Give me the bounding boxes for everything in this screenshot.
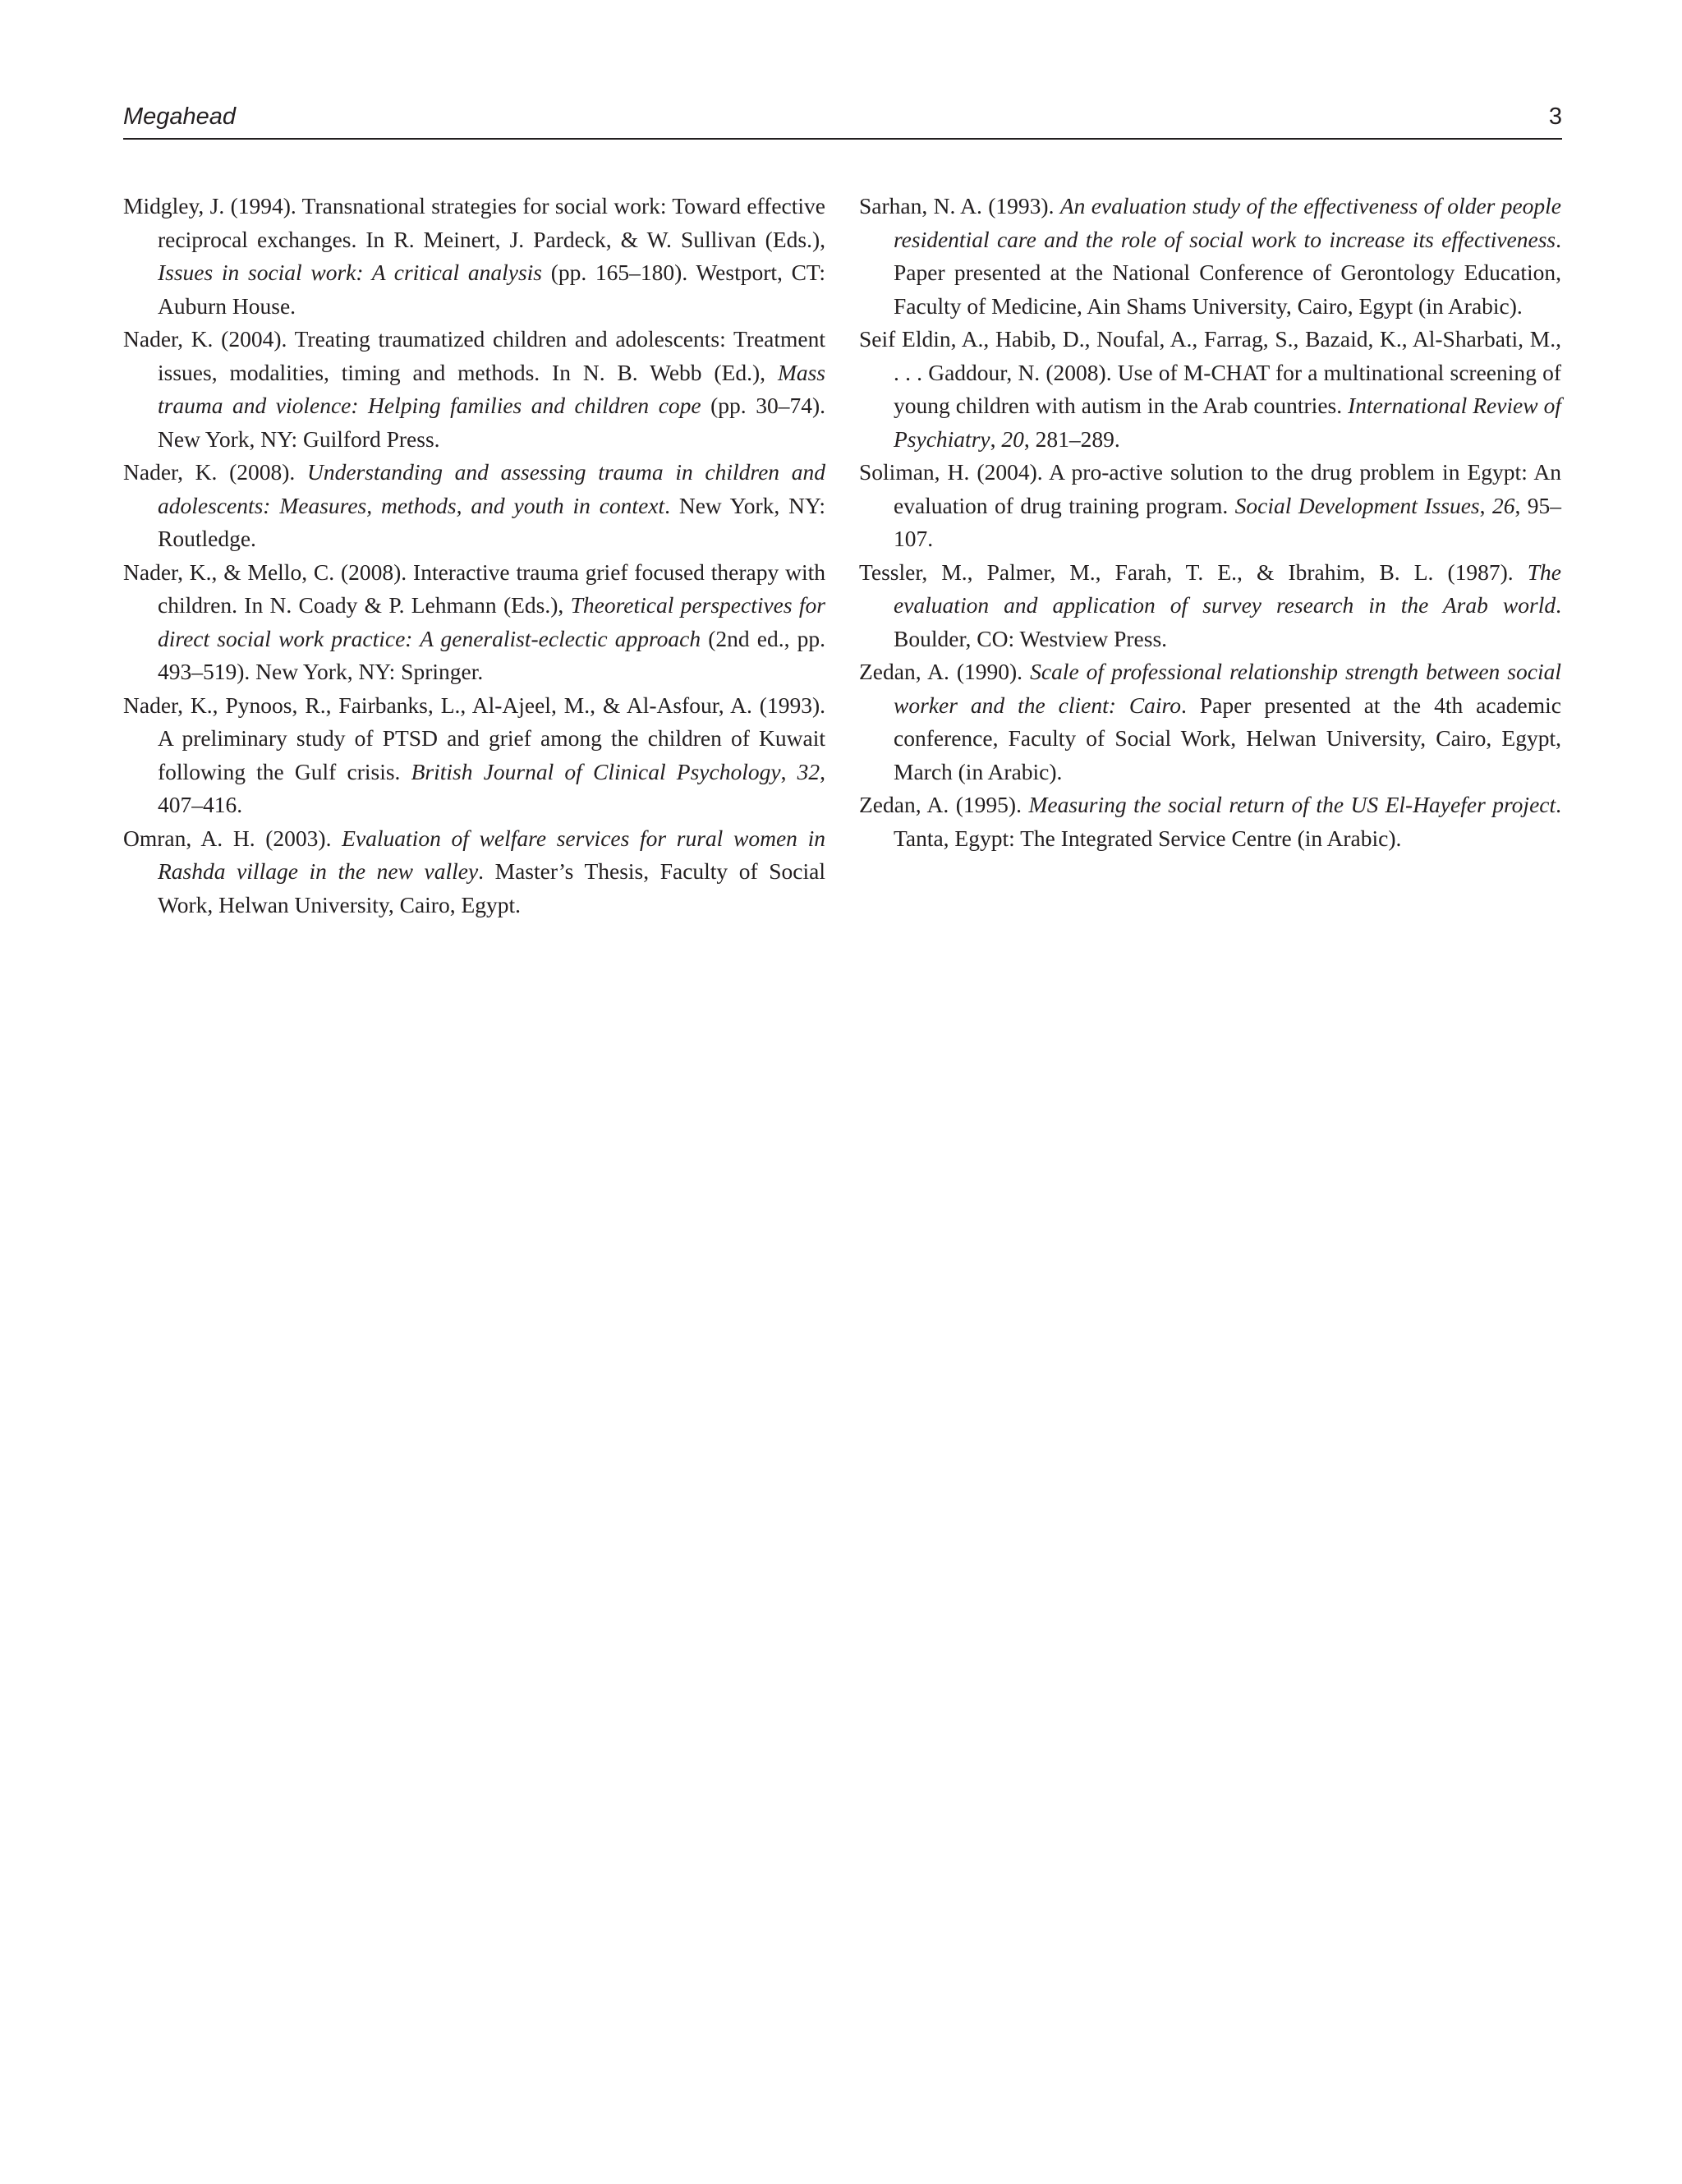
reference-text: Nader, K. (2008). xyxy=(123,459,307,485)
reference-title: An evaluation study of the effectiveness of older people residential care and the role of social work to increase its effectiveness xyxy=(894,193,1562,252)
reference-entry xyxy=(123,190,825,323)
reference-title: Mass trauma and violence: Helping families and children cope xyxy=(158,359,825,418)
reference-text: , xyxy=(780,758,797,784)
reference-text: , xyxy=(1479,492,1492,518)
reference-text: . Tanta, Egypt: The Integrated Service Centre (in Arabic). xyxy=(894,792,1561,851)
reference-text: Nader, K., Pynoos, R., Fairbanks, L., Al-Ajeel, M., & Al-Asfour, A. (1993). A preliminary study of PTSD and grief among the children of Kuwait following the Gulf crisis. xyxy=(123,692,825,784)
reference-text: Midgley, J. (1994). Transnational strategies for social work: Toward effective reciprocal exchanges. In R. Meinert, J. Pardeck, & W. Sullivan (Eds.), xyxy=(123,193,825,252)
reference-title: British Journal of Clinical Psychology xyxy=(411,758,781,784)
reference-title: Social Development Issues xyxy=(1234,492,1480,518)
reference-entry xyxy=(859,655,1561,789)
reference-text: . New York, NY: Routledge. xyxy=(158,492,825,551)
reference-text: . Master’s Thesis, Faculty of Social Work, Helwan University, Cairo, Egypt. xyxy=(158,858,825,917)
reference-text: Soliman, H. (2004). A pro-active solution to the drug problem in Egypt: An evaluation of drug training program. xyxy=(859,459,1561,518)
reference-entry xyxy=(123,822,825,922)
reference-entry xyxy=(859,190,1561,323)
reference-text: , 95–107. xyxy=(894,492,1562,551)
reference-text: Tessler, M., Palmer, M., Farah, T. E., & Ibrahim, B. L. (1987). xyxy=(859,559,1528,585)
reference-text: (pp. 165–180). Westport, CT: Auburn House. xyxy=(158,260,825,319)
references-right-column xyxy=(859,190,1561,855)
reference-entry xyxy=(859,323,1561,456)
reference-entry xyxy=(123,323,825,456)
reference-text: Nader, K. (2004). Treating traumatized children and adolescents: Treatment issues, modalities, timing and methods. In N. B. Webb (Ed.), xyxy=(123,326,825,385)
reference-entry xyxy=(123,556,825,689)
page-number: 3 xyxy=(1548,103,1562,130)
references-left-column xyxy=(123,190,825,922)
reference-entry xyxy=(859,789,1561,855)
reference-text: . Paper presented at the National Conference of Gerontology Education, Faculty of Medicine, Ain Shams University, Cairo, Egypt (in Arabic). xyxy=(894,226,1561,319)
reference-text: . Boulder, CO: Westview Press. xyxy=(894,592,1561,651)
page-header xyxy=(123,99,1562,140)
running-head: Megahead xyxy=(123,103,237,130)
reference-text: (2nd ed., pp. 493–519). New York, NY: Springer. xyxy=(158,625,825,684)
reference-text: (pp. 30–74). New York, NY: Guilford Press. xyxy=(158,393,825,452)
reference-entry xyxy=(123,689,825,822)
reference-text: , 281–289. xyxy=(1023,425,1120,452)
reference-text: Zedan, A. (1990). xyxy=(859,659,1031,684)
reference-title: Scale of professional relationship strength between social worker and the client: Cairo xyxy=(894,659,1561,718)
reference-text: Nader, K., & Mello, C. (2008). Interactive trauma grief focused therapy with children. In N. Coady & P. Lehmann (Eds.), xyxy=(123,559,825,618)
reference-text: , xyxy=(990,425,1002,452)
reference-title: The evaluation and application of survey research in the Arab world xyxy=(894,559,1561,618)
reference-text: Zedan, A. (1995). xyxy=(859,792,1029,817)
reference-text: Sarhan, N. A. (1993). xyxy=(859,193,1060,218)
reference-title: International Review of Psychiatry xyxy=(894,393,1561,452)
reference-text: . Paper presented at the 4th academic conference, Faculty of Social Work, Helwan University, Cairo, Egypt, March (in Arabic). xyxy=(894,692,1561,784)
reference-title: Understanding and assessing trauma in children and adolescents: Measures, methods, and youth in context xyxy=(158,459,825,518)
reference-title: 20 xyxy=(1001,425,1024,452)
reference-title: Measuring the social return of the US El-Hayefer project xyxy=(1028,792,1556,817)
reference-title: 26 xyxy=(1491,492,1515,518)
reference-entry xyxy=(123,456,825,556)
reference-text: , 407–416. xyxy=(158,758,825,817)
reference-text: Seif Eldin, A., Habib, D., Noufal, A., Farrag, S., Bazaid, K., Al-Sharbati, M., . . . Gaddour, N. (2008). Use of M-CHAT for a multinational screening of young children with autism in the Arab countries. xyxy=(859,326,1561,418)
reference-entry xyxy=(859,556,1561,656)
reference-entry xyxy=(859,456,1561,556)
reference-title: 32 xyxy=(797,758,820,784)
reference-title: Evaluation of welfare services for rural women in Rashda village in the new valley xyxy=(158,825,825,884)
reference-title: Theoretical perspectives for direct social work practice: A generalist-eclectic approach xyxy=(158,592,825,651)
reference-title: Issues in social work: A critical analysis xyxy=(158,260,542,285)
reference-text: Omran, A. H. (2003). xyxy=(123,825,342,851)
